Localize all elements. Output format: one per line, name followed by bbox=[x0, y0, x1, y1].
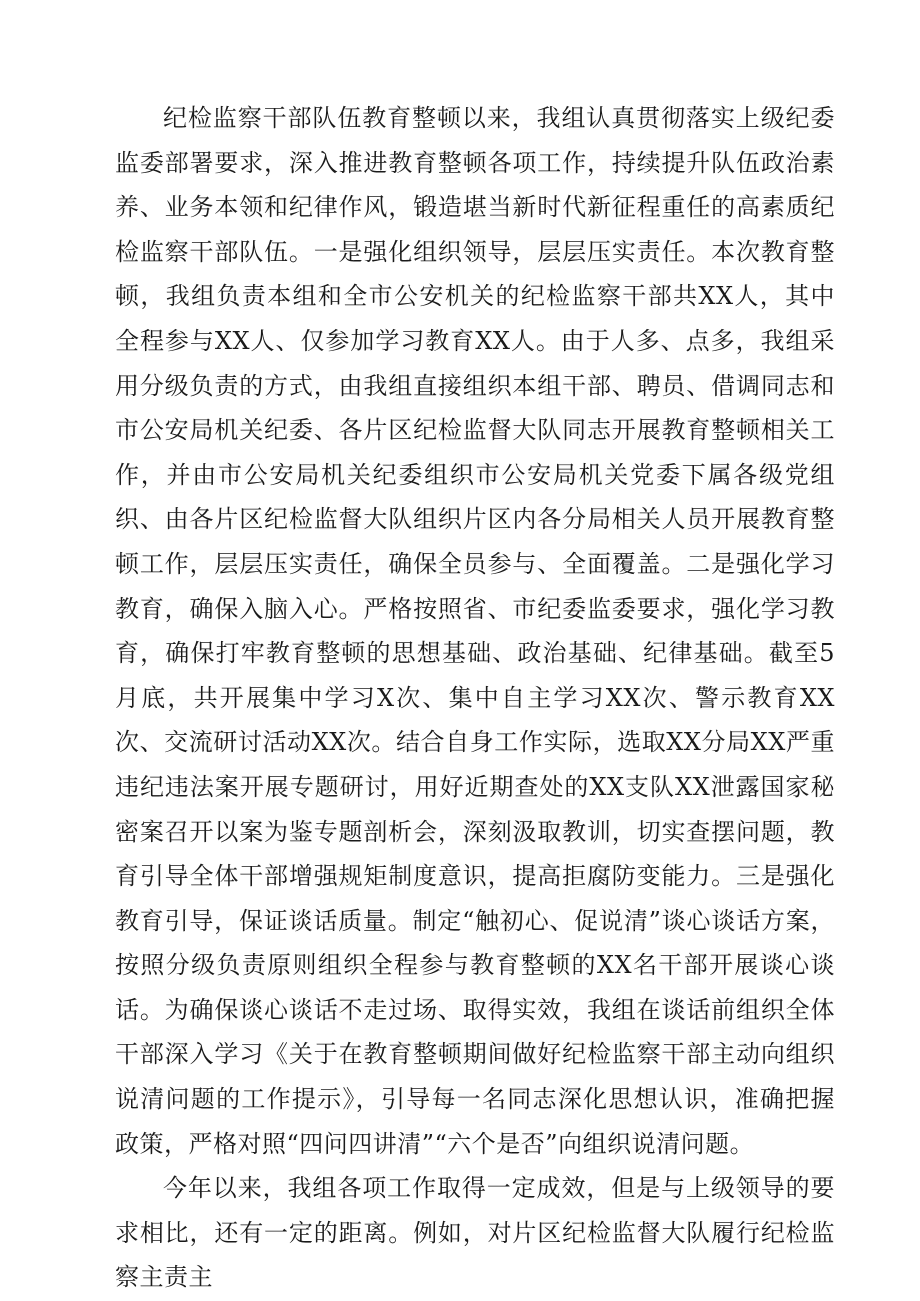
paragraph-2: 今年以来，我组各项工作取得一定成效，但是与上级领导的要求相比，还有一定的距离。例如，对片区纪检监督大队履行纪检监察主责主 bbox=[115, 1174, 835, 1292]
document-body bbox=[115, 96, 835, 1300]
paragraph-1: 纪检监察干部队伍教育整顿以来，我组认真贯彻落实上级纪委监委部署要求，深入推进教育整顿各项工作，持续提升队伍政治素养、业务本领和纪律作风，锻造堪当新时代新征程重任的高素质纪检监察干部队伍。一是强化组织领导，层层压实责任。本次教育整顿，我组负责本组和全市公安机关的纪检监察干部共XX人，其中全程参与XX人、仅参加学习教育XX人。由于人多、点多，我组采用分级负责的方式，由我组直接组织本组干部、聘员、借调同志和市公安局机关纪委、各片区纪检监督大队同志开展教育整顿相关工作，并由市公安局机关纪委组织市公安局机关党委下属各级党组织、由各片区纪检监督大队组织片区内各分局相关人员开展教育整顿工作，层层压实责任，确保全员参与、全面覆盖。二是强化学习教育，确保入脑入心。严格按照省、市纪委监委要求，强化学习教育，确保打牢教育整顿的思想基础、政治基础、纪律基础。截至5月底，共开展集中学习X次、集中自主学习XX次、警示教育XX次、交流研讨活动XX次。结合自身工作实际，选取XX分局XX严重违纪违法案开展专题研讨，用好近期查处的XX支队XX泄露国家秘密案召开以案为鉴专题剖析会，深刻汲取教训，切实查摆问题，教育引导全体干部增强规矩制度意识，提高拒腐防变能力。三是强化教育引导，保证谈话质量。制定“触初心、促说清”谈心谈话方案，按照分级负责原则组织全程参与教育整顿的XX名干部开展谈心谈话。为确保谈心谈话不走过场、取得实效，我组在谈话前组织全体干部深入学习《关于在教育整顿期间做好纪检监察干部主动向组织说清问题的工作提示》，引导每一名同志深化思想认识，准确把握政策，严格对照“四问四讲清”“六个是否”向组织说清问题。 bbox=[115, 104, 835, 1158]
